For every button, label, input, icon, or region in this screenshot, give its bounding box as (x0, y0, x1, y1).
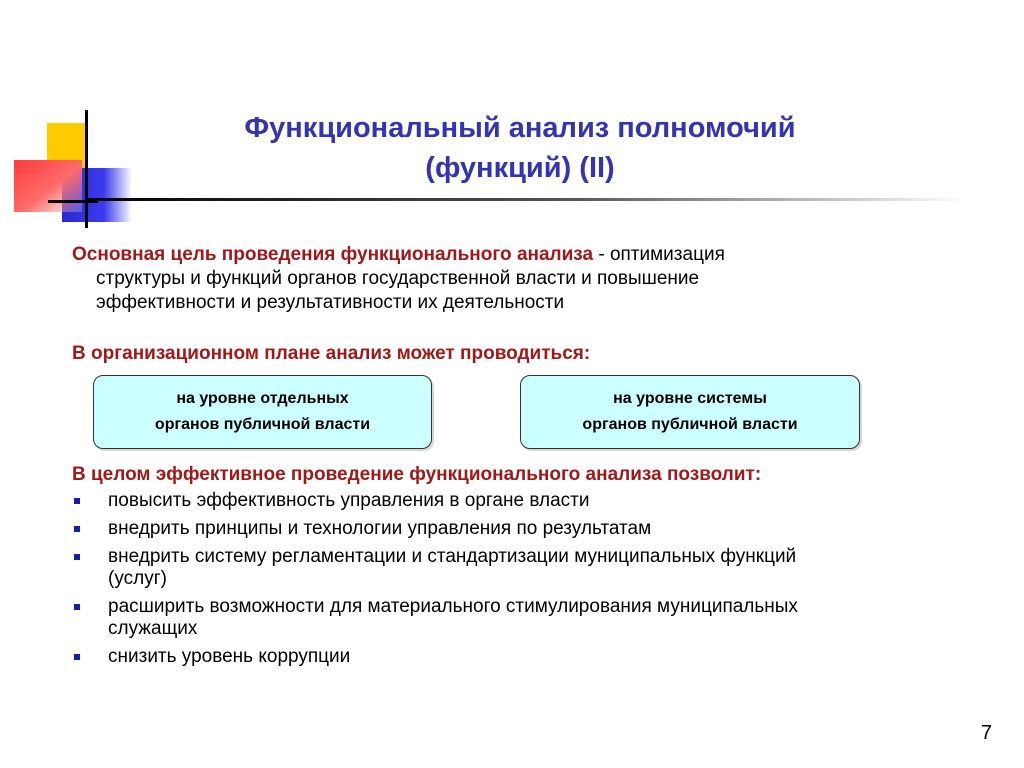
goal-rest-3: эффективности и результативности их деятельности (96, 292, 565, 313)
goal-rest-1: - оптимизация (593, 244, 725, 265)
list-item (72, 518, 952, 540)
org-heading: В организационном плане анализ может проводиться: (72, 343, 591, 364)
decorative-logo (0, 100, 160, 230)
vertical-line (85, 110, 88, 228)
list-item (72, 490, 952, 512)
box-line-1: на уровне отдельных (176, 390, 349, 407)
title-line-1: Функциональный анализ полномочий (244, 112, 796, 144)
bullet-square-icon (74, 554, 80, 560)
bullet-square-icon (74, 526, 80, 532)
item-text: снизить уровень коррупции (108, 646, 351, 667)
box-line-1: на уровне системы (613, 390, 767, 407)
bullet-square-icon (74, 498, 80, 504)
list-item (72, 646, 952, 668)
goal-rest-2: структуры и функций органов государственной власти и повышение (96, 268, 700, 289)
title-line-2: (функций) (II) (425, 152, 615, 184)
item-text-cont: служащих (108, 618, 198, 639)
title-divider (88, 198, 968, 201)
level-box-individual (93, 375, 432, 449)
red-square (14, 160, 82, 212)
item-text-cont: (услуг) (108, 568, 167, 589)
list-item (72, 596, 952, 640)
box-line-2: органов публичной власти (154, 416, 371, 433)
item-text: внедрить принципы и технологии управления по результатам (108, 518, 652, 539)
effect-heading: В целом эффективное проведение функционального анализа позволит: (72, 464, 762, 485)
page-number: 7 (980, 722, 992, 744)
level-box-system (520, 375, 860, 449)
benefits-list (72, 490, 952, 674)
box-line-2: органов публичной власти (582, 416, 798, 433)
bullet-square-icon (74, 604, 80, 610)
item-text: расширить возможности для материального стимулирования муниципальных (108, 596, 798, 617)
bullet-square-icon (74, 654, 80, 660)
list-item (72, 546, 952, 590)
item-text: внедрить систему регламентации и стандартизации муниципальных функций (108, 546, 797, 567)
goal-lead: Основная цель проведения функционального анализа (72, 244, 594, 265)
goal-paragraph (72, 243, 952, 315)
page-title (150, 108, 890, 188)
item-text: повысить эффективность управления в органе власти (108, 490, 590, 511)
